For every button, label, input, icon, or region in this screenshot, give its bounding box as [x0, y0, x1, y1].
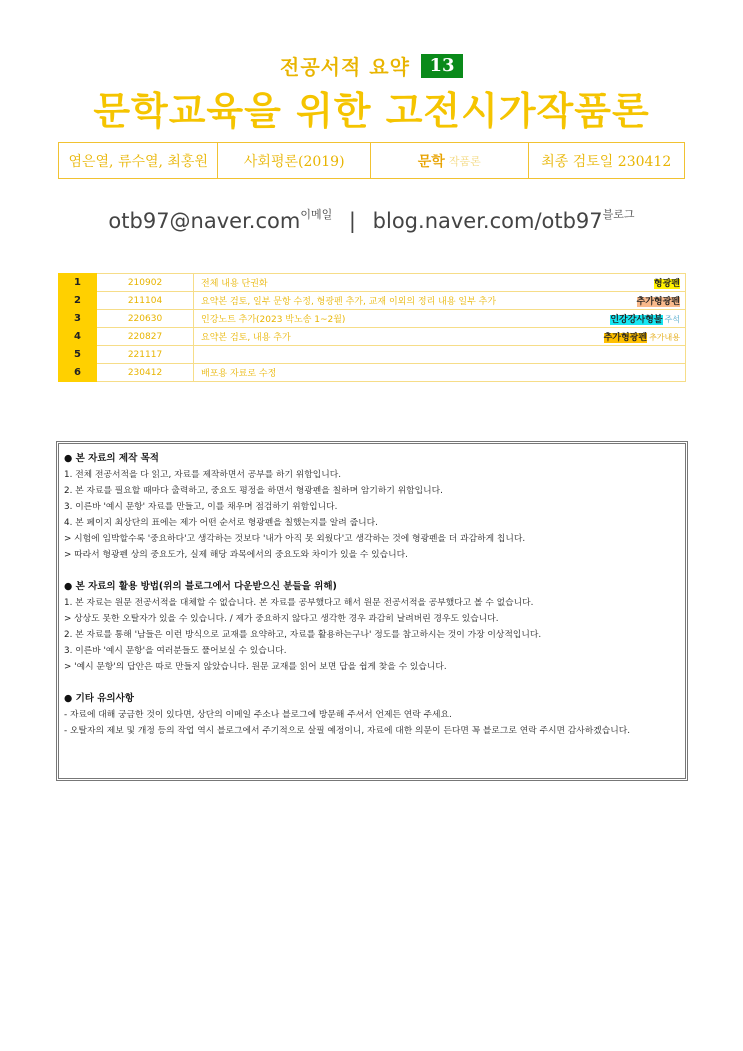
- revision-number: 4: [59, 328, 97, 346]
- note-line: 3. 이른바 '예시 문항'을 여러분들도 풀어보실 수 있습니다.: [64, 646, 287, 656]
- revision-description: [194, 328, 686, 346]
- highlight-legend: [609, 312, 681, 325]
- revision-description: [194, 346, 686, 364]
- section-gap: [64, 563, 679, 579]
- document-subtitle: 전공서적 요약: [280, 55, 410, 79]
- note-line: 2. 본 자료를 통해 '남들은 이런 방식으로 교재를 요약하고, 자료를 활용하는구나' 정도를 참고하시는 것이 가장 이상적입니다.: [64, 630, 542, 640]
- revision-number: 3: [59, 310, 97, 328]
- highlight-tag-extra: 주석: [664, 315, 680, 324]
- contact-separator: |: [348, 209, 356, 233]
- revision-description: 배포용 자료로 수정: [194, 364, 686, 382]
- highlight-legend: [603, 330, 681, 343]
- note-line: > '예시 문항'의 답안은 따로 만들지 않았습니다. 원문 교재를 읽어 보면 답을 쉽게 찾을 수 있습니다.: [64, 662, 447, 672]
- section-title-etc: ● 기타 유의사항: [64, 693, 134, 704]
- highlight-tag-extra: 추가내용: [649, 333, 680, 342]
- revision-date: 211104: [97, 292, 194, 310]
- genre-sub: 작품론: [448, 154, 481, 168]
- subtitle-row: [0, 51, 743, 81]
- highlight-legend: [636, 294, 681, 307]
- revision-description-text: 인강노트 추가(2023 박노송 1~2월): [201, 315, 346, 325]
- revision-date: 220630: [97, 310, 194, 328]
- book-info-table: [58, 142, 685, 179]
- revision-date: 230412: [97, 364, 194, 382]
- section-gap: [64, 675, 679, 691]
- revision-number: 6: [59, 364, 97, 382]
- table-row: [59, 364, 686, 382]
- note-line: - 자료에 대해 궁금한 것이 있다면, 상단의 이메일 주소나 블로그에 방문해 주셔서 언제든 연락 주세요.: [64, 710, 452, 720]
- genre-main: 문학: [417, 153, 445, 170]
- revision-description-text: 요약본 검토, 내용 추가: [201, 333, 291, 343]
- table-row: [59, 292, 686, 310]
- revision-description-text: 전체 내용 단권화: [201, 279, 268, 289]
- publisher-cell: 사회평론(2019): [218, 143, 371, 178]
- notes-box: [56, 441, 688, 781]
- table-row: [59, 328, 686, 346]
- revision-table: [58, 273, 686, 382]
- email-text[interactable]: otb97@naver.com: [108, 209, 301, 233]
- section-title-usage: ● 본 자료의 활용 방법(위의 블로그에서 다운받으신 분들을 위해): [64, 581, 337, 592]
- highlight-legend: [653, 276, 681, 289]
- note-line: > 상상도 못한 오탈자가 있을 수 있습니다. / 제가 중요하지 않다고 생각한 경우 과감히 날려버린 경우도 있습니다.: [64, 614, 499, 624]
- note-line: 2. 본 자료를 필요할 때마다 출력하고, 중요도 평정을 하면서 형광펜을 칠하며 암기하기 위함입니다.: [64, 486, 443, 496]
- highlight-tag: 추가형광펜: [636, 297, 680, 307]
- review-date-cell: 최종 검토일 230412: [541, 153, 672, 170]
- highlight-tag: 형광펜: [653, 279, 680, 289]
- section-title-purpose: ● 본 자료의 제작 목적: [64, 453, 159, 464]
- note-line: - 오탈자의 제보 및 개정 등의 작업 역시 블로그에서 주기적으로 살필 예정이니, 자료에 대한 의문이 든다면 꼭 블로그로 연락 주시면 감사하겠습니다.: [64, 726, 631, 736]
- contact-line: [0, 208, 743, 233]
- revision-date: 221117: [97, 346, 194, 364]
- revision-date: 210902: [97, 274, 194, 292]
- revision-date: 220827: [97, 328, 194, 346]
- blog-label: 블로그: [602, 208, 635, 221]
- revision-number: 2: [59, 292, 97, 310]
- table-row: [59, 346, 686, 364]
- note-line: 4. 본 페이지 최상단의 표에는 제가 어떤 순서로 형광펜을 칠했는지를 알려 줍니다.: [64, 518, 378, 528]
- note-line: 1. 전체 전공서적을 다 읽고, 자료를 제작하면서 공부를 하기 위함입니다.: [64, 470, 342, 480]
- revision-description-text: 요약본 검토, 일부 문항 수정, 형광펜 추가, 교재 이외의 정리 내용 일부 추가: [201, 297, 497, 307]
- note-line: 1. 본 자료는 원문 전공서적을 대체할 수 없습니다. 본 자료를 공부했다고 해서 원문 전공서적을 공부했다고 볼 수 없습니다.: [64, 598, 534, 608]
- highlight-tag: 인강강사형불: [610, 315, 663, 325]
- genre-cell: [371, 143, 529, 178]
- document-title: 문학교육을 위한 고전시가작품론: [93, 88, 650, 133]
- revision-number: 5: [59, 346, 97, 364]
- email-label: 이메일: [300, 208, 333, 221]
- revision-number: 1: [59, 274, 97, 292]
- table-row: [59, 310, 686, 328]
- table-row: [59, 274, 686, 292]
- revision-description: [194, 274, 686, 292]
- note-line: 3. 이른바 '예시 문항' 자료를 만들고, 이를 채우며 점검하기 위함입니다.: [64, 502, 338, 512]
- revision-description: [194, 310, 686, 328]
- revision-description: [194, 292, 686, 310]
- note-line: > 따라서 형광펜 상의 중요도가, 실제 해당 과목에서의 중요도와 차이가 있을 수 있습니다.: [64, 550, 408, 560]
- blog-text[interactable]: blog.naver.com/otb97: [372, 209, 603, 233]
- note-line: > 시험에 임박할수록 '중요하다'고 생각하는 것보다 '내가 아직 못 외웠다'고 생각하는 것에 형광펜을 더 과감하게 칩니다.: [64, 534, 526, 544]
- volume-badge: 13: [421, 54, 463, 78]
- authors-cell: 염은열, 류수열, 최홍원: [59, 143, 218, 178]
- highlight-tag: 추가형광펜: [603, 333, 648, 343]
